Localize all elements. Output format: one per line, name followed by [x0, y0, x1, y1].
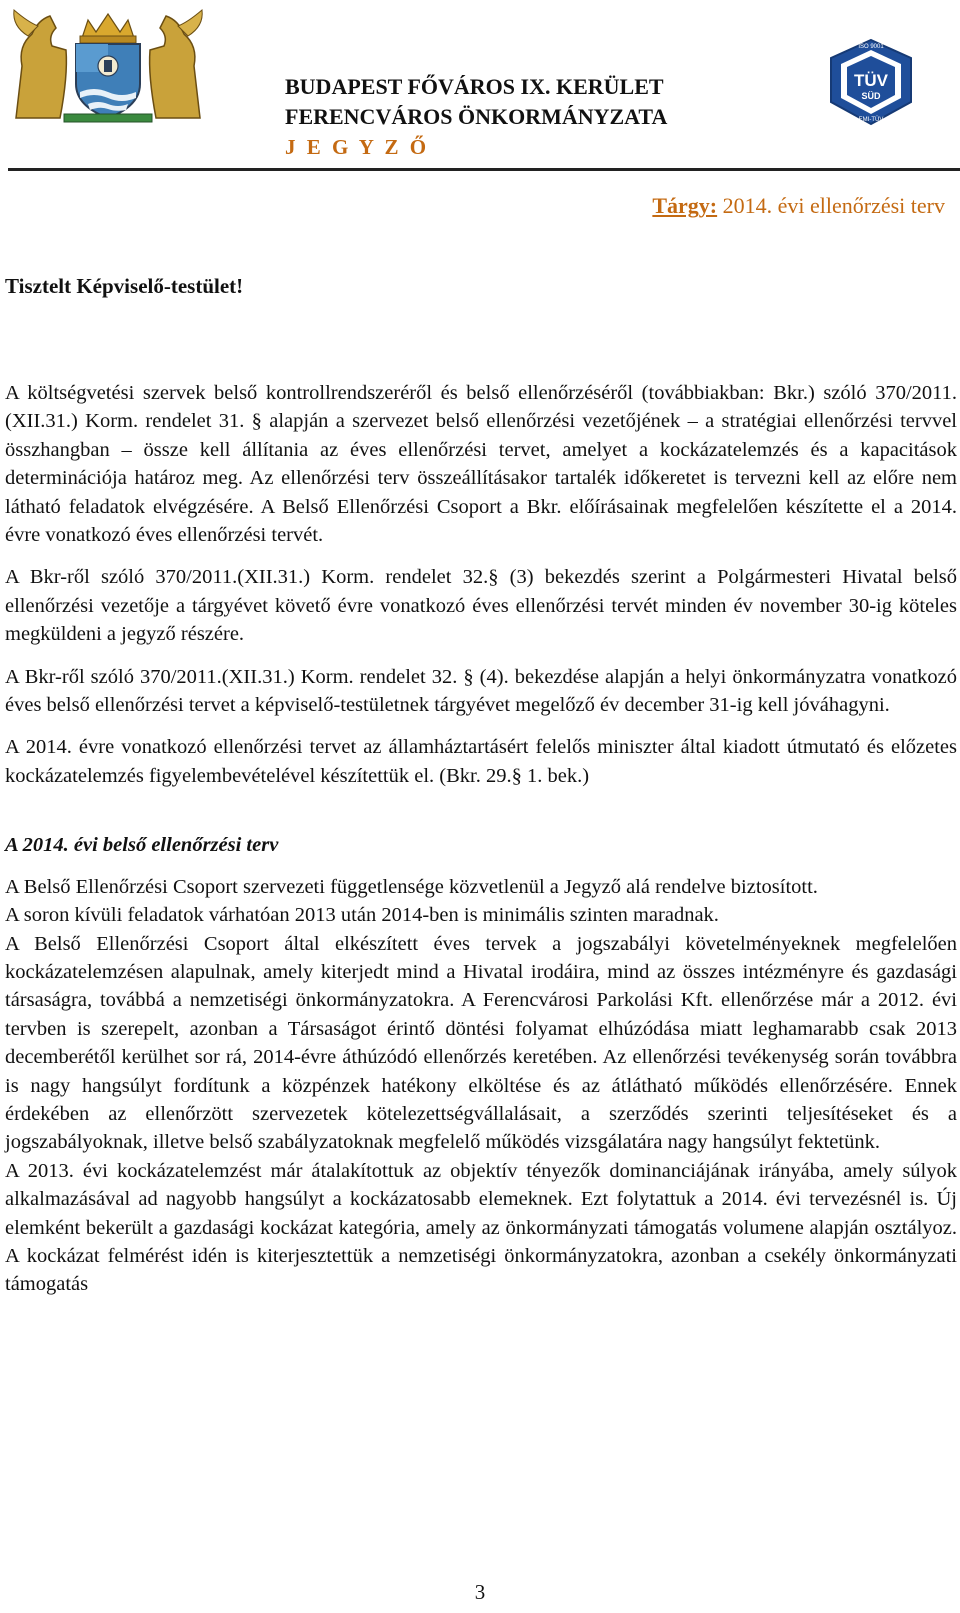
svg-text:SÜD: SÜD	[861, 91, 881, 101]
header-title-line1: BUDAPEST FŐVÁROS IX. KERÜLET	[285, 74, 664, 99]
section-paragraph-1: A Belső Ellenőrzési Csoport szervezeti függetlensége közvetlenül a Jegyző alá rendelve biztosított.	[5, 875, 818, 898]
coat-of-arms-logo	[8, 6, 208, 124]
svg-text:ISO 9001: ISO 9001	[858, 44, 884, 50]
paragraph-1: A költségvetési szervek belső kontrollrendszeréről és belső ellenőrzéséről (továbbiakban: Bkr.) szóló 370/2011.(XII.31.) Korm. rendelet 31. § alapján a szervezet belső ellenőrzési vezetőjének – a stratégiai ellenőrzési tervvel összhangban – össze kell állítania az éves ellenőrzési tervet, amelyet a kockázatelemzés és a kapacitások determinációja határoz meg. Az ellenőrzési terv összeállításakor tartalék időkeretet is tervezni kell az előre nem látható feladatok elvégzésére. A Belső Ellenőrzési Csoport a Bkr. előírásainak megfelelően készítette el a 2014. évre vonatkozó éves ellenőrzési tervét.	[5, 382, 957, 547]
header-title-line2: FERENCVÁROS ÖNKORMÁNYZATA	[285, 104, 668, 129]
section-paragraph-3: A Belső Ellenőrzési Csoport által elkészített éves tervek a jogszabályi követelményeknek megfelelően kockázatelemzésen alapulnak, amely kiterjedt mind a Hivatal irodáira, mind az összes intézményre és gazdasági társaságra, továbbá a nemzetiségi önkormányzatokra. A Ferencvárosi Parkolási Kft. ellenőrzése már a 2012. évi tervben is szerepelt, azonban a Társaságot érintő döntési folyamat elhúzódása miatt leghamarabb csak 2013 decemberétől kerülhet sor rá, 2014-évre áthúzódó ellenőrzés keretében. Az ellenőrzési tevékenység során továbbra is nagy hangsúlyt fordítunk a közpénzek hatékony elköltése és az átlátható működés ellenőrzésére. Ennek érdekében az ellenőrzött szervezetek kötelezettségvállalásait, a szerződés szerinti teljesítéseket és a jogszabályoknak, illetve belső szabályzatoknak megfelelő működés vizsgálatára nagy hangsúlyt fektetünk.	[5, 932, 957, 1154]
page-number: 3	[474, 1580, 486, 1604]
document-body	[5, 379, 957, 1299]
institution-header	[285, 72, 755, 162]
section-paragraph-2: A soron kívüli feladatok várhatóan 2013 után 2014-ben is minimális szinten maradnak.	[5, 904, 719, 927]
section-paragraph-4: A 2013. évi kockázatelemzést már átalakítottuk az objektív tényezők dominanciájának irányába, amely súlyok alkalmazásával ad nagyobb hangsúlyt a kockázatosabb elemeknek. Ezt folytattuk a 2014. évi tervezésnél is. Új elemként bekerült a gazdasági kockázat kategória, amely az önkormányzati támogatás volumene alapján osztályoz. A kockázat felmérést idén is kiterjesztettük a nemzetiségi önkormányzatokra, azonban a csekély önkormányzati támogatás	[5, 1159, 957, 1296]
header-title-line3: J E G Y Z Ő	[285, 135, 430, 159]
salutation: Tisztelt Képviselő-testület!	[5, 274, 244, 298]
paragraph-4: A 2014. évre vonatkozó ellenőrzési tervet az államháztartásért felelős miniszter által kiadott útmutató és előzetes kockázatelemzés figyelembevételével készítettük el. (Bkr. 29.§ 1. bek.)	[5, 736, 957, 787]
svg-text:TÜV: TÜV	[854, 71, 888, 90]
tuv-certification-badge	[825, 38, 917, 126]
svg-text:EMI-TÜV: EMI-TÜV	[858, 117, 884, 123]
paragraph-2: A Bkr-ről szóló 370/2011.(XII.31.) Korm. rendelet 32.§ (3) bekezdés szerint a Polgármesteri Hivatal belső ellenőrzési vezetője a tárgyévet követő évre vonatkozó éves ellenőrzési tervét minden év november 30-ig köteles megküldeni a jegyző részére.	[5, 566, 957, 646]
subject-label: Tárgy:	[652, 193, 718, 218]
section-title: A 2014. évi belső ellenőrzési terv	[5, 834, 279, 857]
header-divider	[8, 168, 960, 171]
subject-text: 2014. évi ellenőrzési terv	[717, 193, 945, 218]
subject-line	[652, 193, 945, 219]
paragraph-3: A Bkr-ről szóló 370/2011.(XII.31.) Korm. rendelet 32. § (4). bekezdése alapján a helyi önkormányzatra vonatkozó éves belső ellenőrzési tervet a képviselő-testületnek tárgyévet megelőző év december 31-ig kell jóváhagyni.	[5, 665, 957, 717]
